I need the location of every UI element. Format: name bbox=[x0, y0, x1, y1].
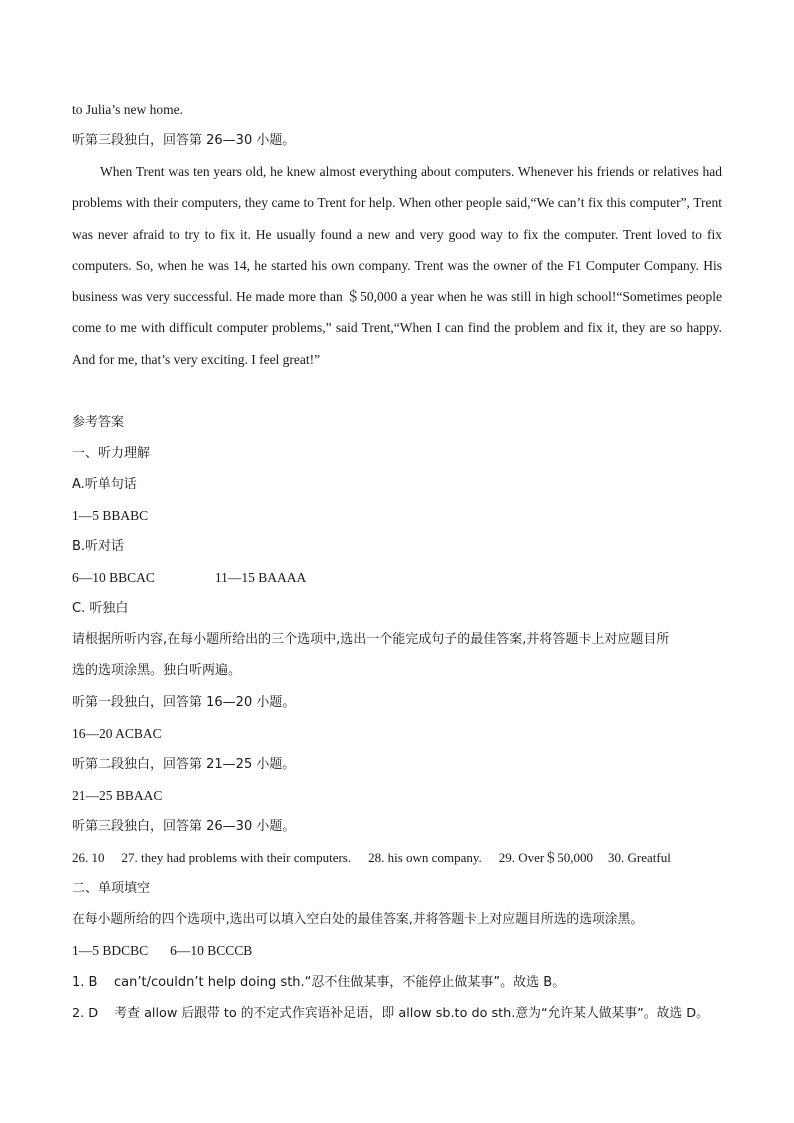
sectionC-instruction-line1: 请根据所听内容,在每小题所给出的三个选项中,选出一个能完成句子的最佳答案,并将答题卡上对应题目所 bbox=[72, 632, 670, 647]
part2-answers-2: 6—10 BCCCB bbox=[170, 943, 253, 958]
explanation-2: 2. D 考查 allow 后跟带 to 的不定式作宾语补足语，即 allow sb.to do sth.意为“允许某人做某事”。故选 D。 bbox=[72, 1006, 709, 1021]
sectionC-title: C. 听独白 bbox=[72, 601, 129, 616]
part1-title: 一、听力理解 bbox=[72, 446, 151, 461]
explanation-1: 1. B can’t/couldn’t help doing sth.“忍不住做某事，不能停止做某事”。故选 B。 bbox=[72, 975, 566, 990]
part2-title: 二、单项填空 bbox=[72, 881, 151, 896]
sectionB-answers bbox=[72, 569, 724, 587]
answer-26: 26. 10 bbox=[72, 850, 105, 865]
mono3-answers bbox=[72, 849, 724, 867]
sectionB-answers-1: 6—10 BBCAC bbox=[72, 570, 155, 585]
mono3-heading: 听第三段独白，回答第 26—30 小题。 bbox=[72, 819, 296, 834]
part2-instruction: 在每小题所给的四个选项中,选出可以填入空白处的最佳答案,并将答题卡上对应题目所选的选项涂黑。 bbox=[72, 912, 644, 927]
sectionA-answers: 1—5 BBABC bbox=[72, 508, 149, 523]
passage-tail: to Julia’s new home. bbox=[72, 102, 183, 117]
sectionB-title: B.听对话 bbox=[72, 539, 125, 554]
mono2-answers: 21—25 BBAAC bbox=[72, 788, 163, 803]
answer-29: 29. Over＄50,000 bbox=[498, 850, 593, 865]
sectionA-title: A.听单句话 bbox=[72, 477, 137, 492]
sectionB-answers-2: 11—15 BAAAA bbox=[214, 570, 307, 585]
monologue3-heading: 听第三段独白，回答第 26—30 小题。 bbox=[72, 133, 296, 148]
answer-27: 27. they had problems with their computers. bbox=[121, 850, 352, 865]
answer-30: 30. Greatful bbox=[608, 850, 671, 865]
mono2-heading: 听第二段独白，回答第 21—25 小题。 bbox=[72, 757, 296, 772]
part2-answers-1: 1—5 BDCBC bbox=[72, 943, 149, 958]
part2-answers bbox=[72, 942, 724, 960]
answer-28: 28. his own company. bbox=[368, 850, 482, 865]
answer-key-title: 参考答案 bbox=[72, 415, 125, 430]
mono1-answers: 16—20 ACBAC bbox=[72, 726, 162, 741]
sectionC-instruction-line2: 选的选项涂黑。独白听两遍。 bbox=[72, 663, 242, 678]
mono1-heading: 听第一段独白，回答第 16—20 小题。 bbox=[72, 695, 296, 710]
monologue3-passage: When Trent was ten years old, he knew almost everything about computers. Whenever his friends or relatives had problems with their computers, they came to Trent for help. When other people said,“We can’t fix this computer”, Trent was never afraid to try to fix it. He usually found a new and very good way to fix the computer. Trent loved to fix computers. So, when he was 14, he started his own company. Trent was the owner of the F1 Computer Company. His business was very successful. He made more than ＄50,000 a year when he was still in high school!“Sometimes people come to me with difficult computer problems,” said Trent,“When I can find the problem and fix it, they are so happy. And for me, that’s very exciting. I feel great!” bbox=[72, 164, 722, 367]
